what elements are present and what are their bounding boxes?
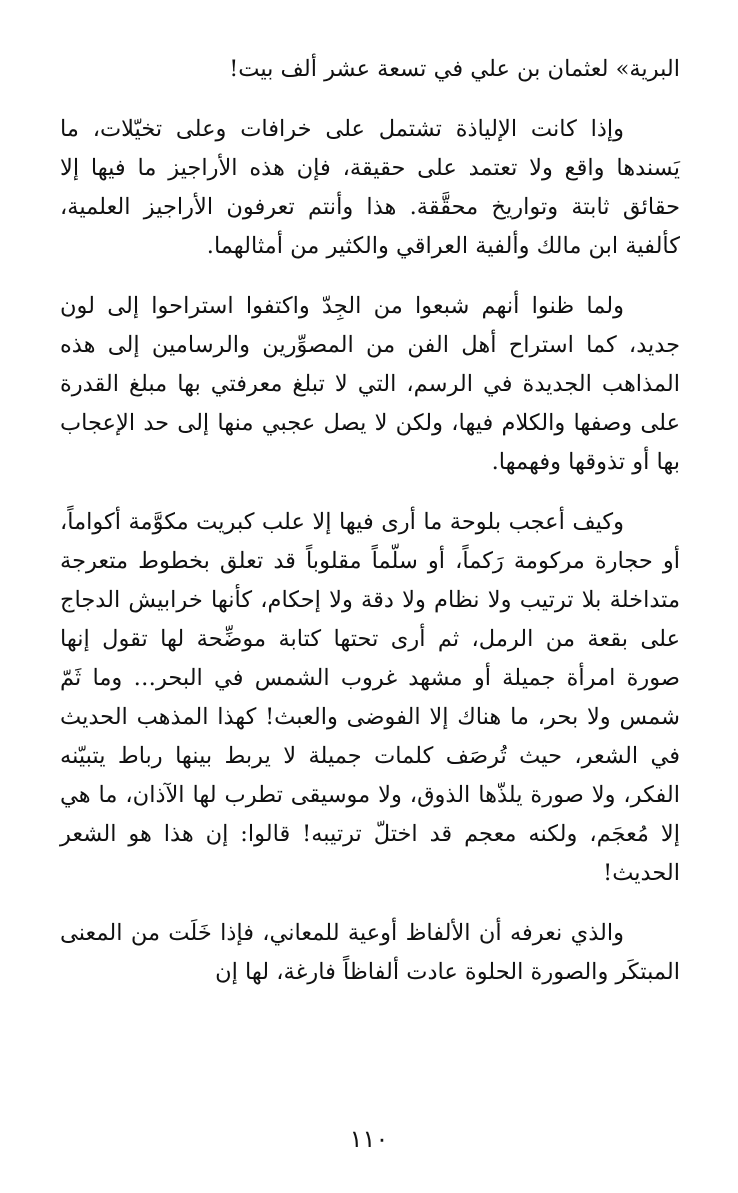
paragraph-5: والذي نعرفه أن الألفاظ أوعية للمعاني، فإذا خَلَت من المعنى المبتكَر والصورة الحلوة عادت ألفاظاً فارغة، لها إن	[60, 920, 680, 985]
paragraph-2: وإذا كانت الإلياذة تشتمل على خرافات وعلى تخيّلات، ما يَسندها واقع ولا تعتمد على حقيقة، فإن هذه الأراجيز ما فيها إلا حقائق ثابتة وتواريخ محقَّقة. هذا وأنتم تعرفون الأراجيز العلمية، كألفية ابن مالك وألفية العراقي والكثير من أمثالهما.	[60, 116, 680, 259]
page-number: ١١٠	[349, 1125, 389, 1153]
body-text	[60, 50, 680, 992]
paragraph-3: ولما ظنوا أنهم شبعوا من الجِدّ واكتفوا استراحوا إلى لون جديد، كما استراح أهل الفن من المصوِّرين والرسامين إلى هذه المذاهب الجديدة في الرسم، التي لا تبلغ معرفتي بها مبلغ القدرة على وصفها والكلام فيها، ولكن لا يصل عجبي منها إلى حد الإعجاب بها أو تذوقها وفهمها.	[60, 293, 680, 475]
paragraph-4: وكيف أعجب بلوحة ما أرى فيها إلا علب كبريت مكوَّمة أكواماً، أو حجارة مركومة رَكماً، أو سلّماً مقلوباً قد تعلق بخطوط متعرجة متداخلة بلا ترتيب ولا نظام ولا دقة ولا إحكام، كأنها خرابيش الدجاج على بقعة من الرمل، ثم أرى تحتها كتابة موضِّحة لها تقول إنها صورة امرأة جميلة أو مشهد غروب الشمس في البحر… وما ثَمّ شمس ولا بحر، ما هناك إلا الفوضى والعبث! كهذا المذهب الحديث في الشعر، حيث تُرصَف كلمات جميلة لا يربط بينها رباط يتبيّنه الفكر، ولا صورة يلذّها الذوق، ولا موسيقى تطرب لها الآذان، ما هي إلا مُعجَم، ولكنه معجم قد اختلّ ترتيبه! قالوا: إن هذا هو الشعر الحديث!	[60, 509, 680, 886]
paragraph-1: البرية» لعثمان بن علي في تسعة عشر ألف بيت!	[229, 56, 680, 82]
